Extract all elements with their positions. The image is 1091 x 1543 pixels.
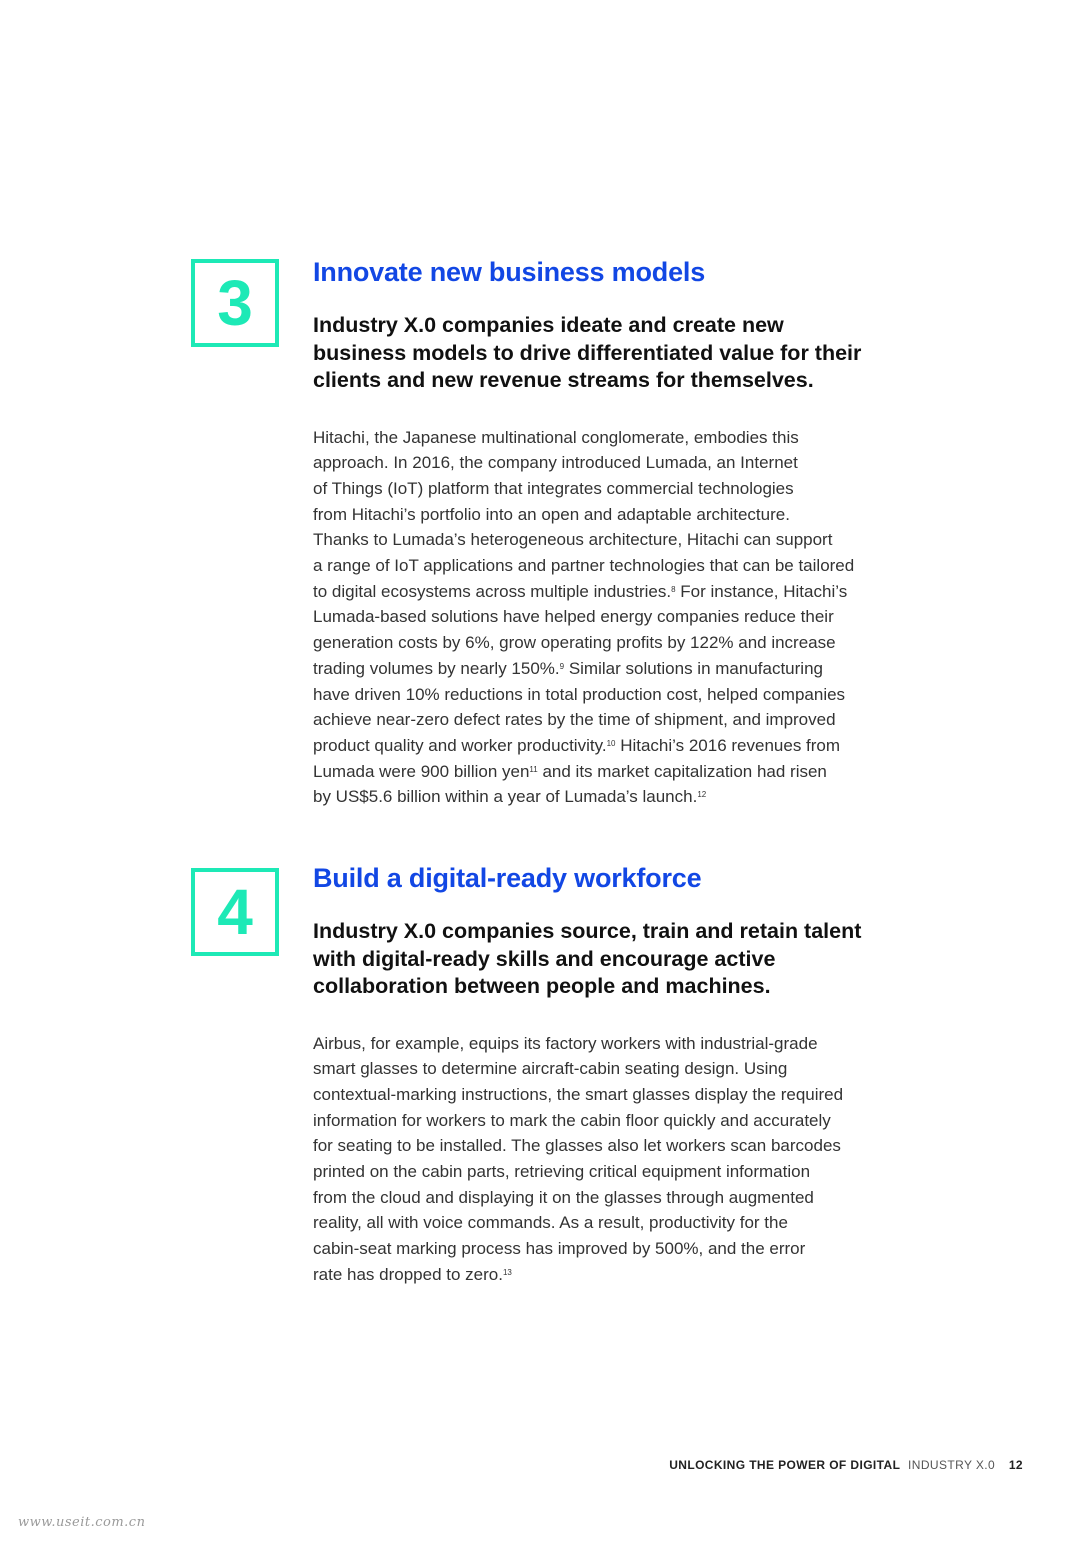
body-text: Similar solutions in manufacturing (564, 658, 823, 678)
body-line (313, 656, 913, 682)
body-line: from Hitachi’s portfolio into an open and adaptable architecture. (313, 504, 790, 524)
body-line: have driven 10% reductions in total production cost, helped companies (313, 684, 846, 704)
footnote-ref: 11 (529, 764, 538, 774)
body-line: cabin-seat marking process has improved by 500%, and the error (313, 1239, 806, 1259)
footnote-ref: 12 (697, 790, 707, 800)
section-body (313, 1031, 913, 1288)
section-lead (313, 918, 893, 1001)
body-line: a range of IoT applications and partner technologies that can be tailored (313, 556, 855, 576)
body-line: information for workers to mark the cabin floor quickly and accurately (313, 1110, 831, 1130)
body-line: Airbus, for example, equips its factory workers with industrial-grade (313, 1033, 818, 1053)
body-text: For instance, Hitachi’s (675, 581, 848, 601)
lead-line: Industry X.0 companies ideate and create new (313, 313, 784, 337)
section-heading: Innovate new business models (313, 257, 706, 287)
section-body (313, 425, 913, 811)
body-line: contextual-marking instructions, the smart glasses display the required (313, 1084, 844, 1104)
body-line: for seating to be installed. The glasses also let workers scan barcodes (313, 1136, 841, 1156)
body-text: trading volumes by nearly 150%. (313, 658, 560, 678)
section-content (313, 862, 913, 1288)
lead-line: Industry X.0 companies source, train and retain talent (313, 919, 862, 943)
body-line: printed on the cabin parts, retrieving critical equipment information (313, 1162, 811, 1182)
body-line (313, 1262, 913, 1288)
body-line: achieve near-zero defect rates by the time of shipment, and improved (313, 710, 836, 730)
body-line (313, 759, 913, 785)
footnote-ref: 9 (559, 661, 565, 671)
body-text: Hitachi’s 2016 revenues from (615, 735, 841, 755)
lead-line: collaboration between people and machines. (313, 974, 771, 998)
body-text: and its market capitalization had risen (537, 761, 827, 781)
footnote-ref: 8 (671, 584, 676, 594)
body-line: of Things (IoT) platform that integrates commercial technologies (313, 478, 794, 498)
footnote-ref: 10 (606, 738, 616, 748)
body-line: approach. In 2016, the company introduced Lumada, an Internet (313, 453, 798, 473)
footer-title-light: INDUSTRY X.0 (908, 1458, 996, 1472)
section-number: 3 (217, 267, 253, 339)
section-number: 4 (217, 876, 253, 948)
section-number-badge (191, 868, 279, 956)
body-line (313, 784, 913, 810)
body-line: smart glasses to determine aircraft-cabin seating design. Using (313, 1059, 788, 1079)
page-number: 12 (1008, 1458, 1023, 1472)
body-text: rate has dropped to zero. (313, 1264, 503, 1284)
lead-line: business models to drive differentiated value for their (313, 340, 862, 365)
section-lead (313, 312, 893, 395)
body-line (313, 733, 913, 759)
body-line: reality, all with voice commands. As a result, productivity for the (313, 1213, 788, 1233)
body-line: from the cloud and displaying it on the glasses through augmented (313, 1187, 814, 1207)
body-text: to digital ecosystems across multiple industries. (313, 581, 672, 601)
body-line: Thanks to Lumada’s heterogeneous architecture, Hitachi can support (313, 530, 833, 550)
footer-title-bold: UNLOCKING THE POWER OF DIGITAL (669, 1458, 901, 1472)
lead-line: clients and new revenue streams for themselves. (313, 368, 814, 392)
body-text: product quality and worker productivity. (313, 735, 607, 755)
watermark-text: www.useit.com.cn (18, 1515, 146, 1530)
body-text: Lumada were 900 billion yen (313, 761, 530, 781)
section-heading: Build a digital-ready workforce (313, 863, 702, 893)
body-line: generation costs by 6%, grow operating profits by 122% and increase (313, 633, 836, 653)
section-number-badge (191, 259, 279, 347)
body-line: Hitachi, the Japanese multinational conglomerate, embodies this (313, 427, 799, 447)
body-text: by US$5.6 billion within a year of Lumada’s launch. (313, 787, 698, 807)
body-line: Lumada-based solutions have helped energy companies reduce their (313, 607, 834, 627)
lead-line: with digital-ready skills and encourage active (313, 946, 776, 971)
page-footer (669, 1458, 1023, 1472)
footnote-ref: 13 (502, 1267, 512, 1277)
body-line (313, 579, 913, 605)
section-content (313, 256, 913, 810)
